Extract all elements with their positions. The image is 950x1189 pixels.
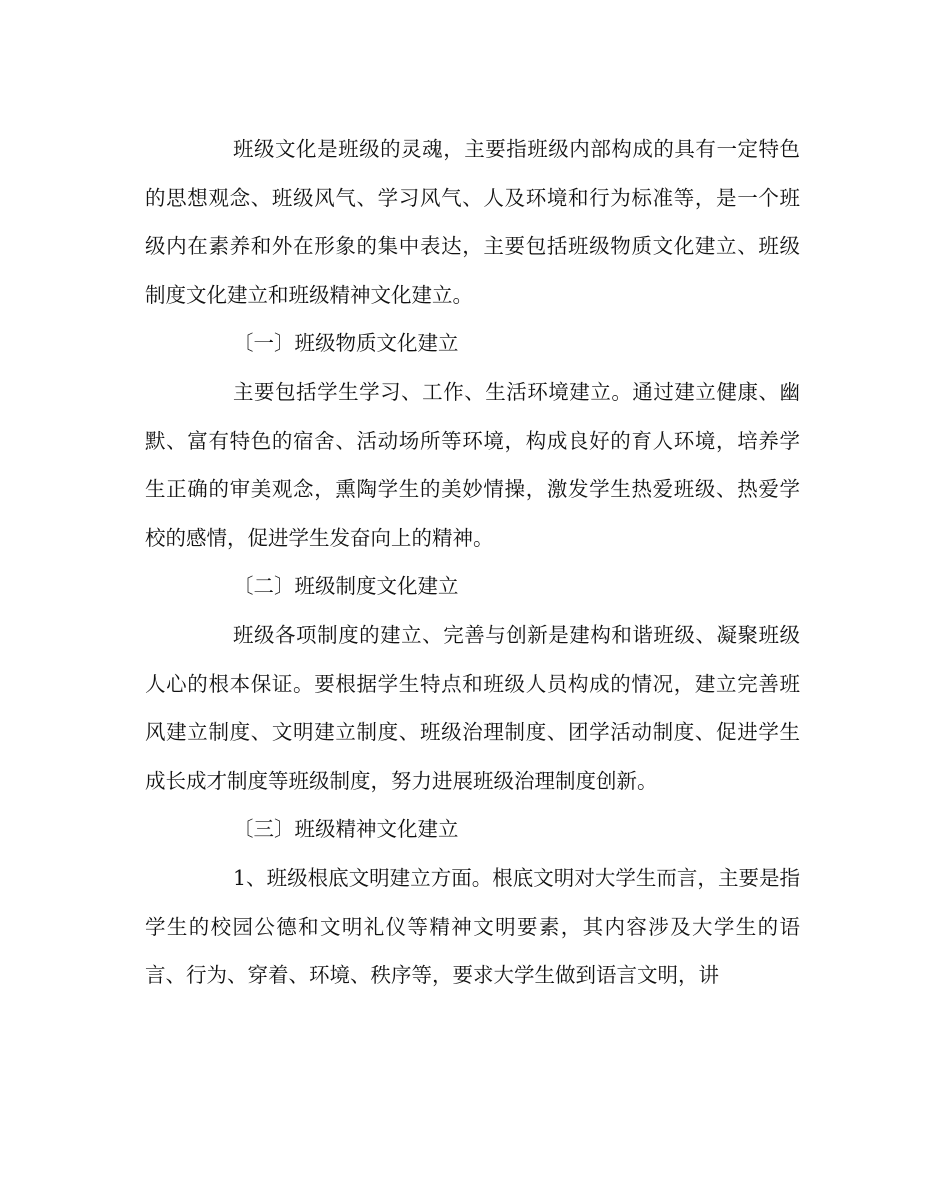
section-heading-material-culture: 〔一〕班级物质文化建立 [233,331,459,356]
paragraph-material-culture: 主要包括学生学习、工作、生活环境建立。通过建立健康、幽默、富有特色的宿舍、活动场所等环境，构成良好的育人环境，培养学生正确的审美观念，熏陶学生的美妙情操，激发学生热爱班级、热爱学校的感情，促进学生发奋向上的精神。 [145,379,800,550]
paragraph-basic-civility: 1、班级根底文明建立方面。根底文明对大学生而言，主要是指学生的校园公德和文明礼仪等精神文明要素，其内容涉及大学生的语言、行为、穿着、环境、秩序等，要求大学生做到语言文明，讲 [145,865,800,988]
section-heading-spiritual-culture: 〔三〕班级精神文化建立 [233,817,459,842]
paragraph-system-culture: 班级各项制度的建立、完善与创新是建构和谐班级、凝聚班级人心的根本保证。要根据学生特点和班级人员构成的情况，建立完善班风建立制度、文明建立制度、班级治理制度、团学活动制度、促进学生成长成才制度等班级制度，努力进展班级治理制度创新。 [145,622,800,793]
section-heading-system-culture: 〔二〕班级制度文化建立 [233,574,459,599]
document-body [145,125,800,1000]
paragraph-intro: 班级文化是班级的灵魂，主要指班级内部构成的具有一定特色的思想观念、班级风气、学习风气、人及环境和行为标准等，是一个班级内在素养和外在形象的集中表达，主要包括班级物质文化建立、班级制度文化建立和班级精神文化建立。 [145,137,800,307]
